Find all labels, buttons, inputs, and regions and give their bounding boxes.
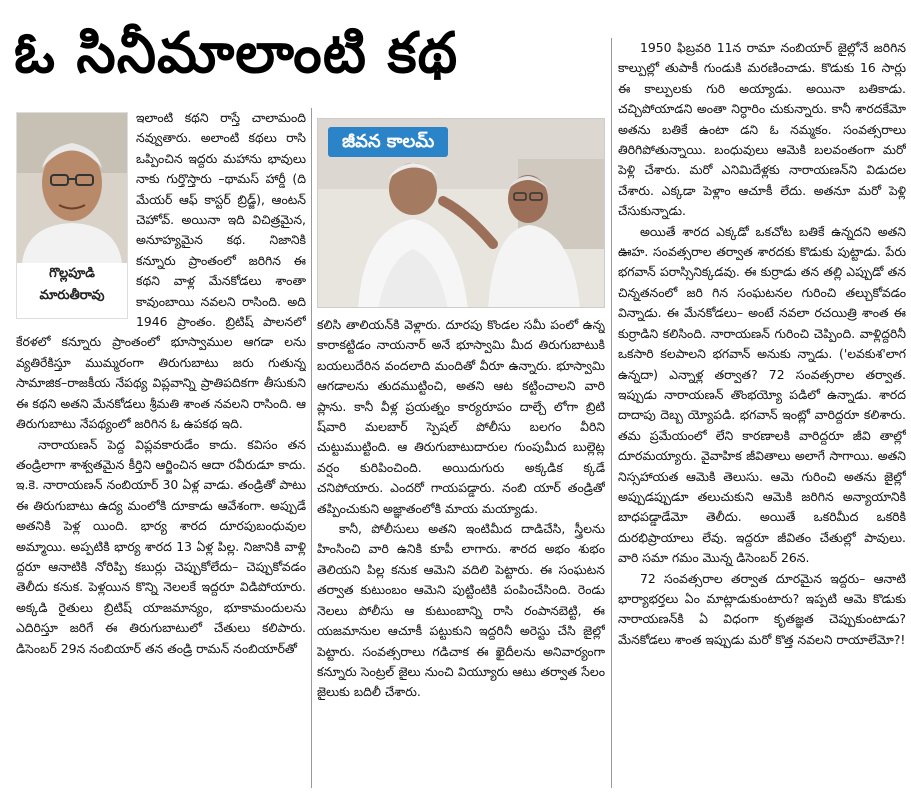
article-column-2 (317, 315, 605, 790)
article-paragraph: 1950 ఫిబ్రవరి 11న రామా నంబియార్ జైల్లోనే జరిగిన కాల్పుల్లో తుపాకీ గుండుకి మరణించాడు. కొడుకు 16 సార్లు ఈ కాల్పులకు గురి అయ్యాడు. అయినా బతికాడు. చచ్చిపోయాడని అంతా నిర్ధారిం చుకున్నారు. కానీ శారదకేమో అతను బతికే ఉంటా డని ఓ నమ్మకం. సంవత్సరాలు తిరిగిపోతున్నాయి. బంధువులు ఆమెకి బలవంతంగా మరో పెళ్లి చేశారు. మరో ఎనిమిదేళ్లకు నారాయణన్‌ని విడుదల చేశారు. ఎక్కడా పెళ్లాం ఆచూకీ లేదు. అతనూ మరో పెళ్లి చేసుకున్నాడు. (618, 40, 906, 219)
article-paragraph: ఇలాంటి కథని రాస్తే చాలామంది నవ్వుతారు. అలాంటి కథలు రాసి ఒప్పించిన ఇద్దరు మహాను భావులు నాకు గుర్తొస్తారు –థామస్ హార్డీ (ది మేయర్ ఆఫ్ కాస్టర్ బ్రిడ్జ్), ఆంటన్ చెహోవ్. అయినా ఇది విచిత్రమైన, అనూహ్యమైన కథ. నిజానికి కన్నూరు ప్రాంతంలో జరిగిన ఈ కథని వాళ్ల మేనకోడలు శాంతా కావుంబాయి నవలని రాసింది. అది 1946 ప్రాంతం. బ్రిటిష్ పాలనలో కేరళలో కన్నూరు ప్రాంతంలో భూస్వాముల ఆగడా లను వ్యతిరేకిస్తూ ముమ్మరంగా తిరుగుబాటు జరు గుతున్న సామాజిక–రాజకీయ నేపథ్య విప్లవాన్ని ప్రాతిపదికగా తీసుకుని ఈ కథని అతని మేనకోడలు శ్రీమతి శాంత నవలని రాసింది. ఆ తిరుగుబాటు నేపథ్యంలో జరిగిన ఓ ఉపకథ ఇది. (16, 110, 306, 432)
author-name-line-2: మారుతీరావు (39, 288, 105, 303)
author-name-line-1: గొల్లపూడి (49, 266, 95, 281)
article-column-3 (618, 38, 906, 790)
column-rule (311, 108, 312, 788)
article-paragraph: కలిసి తాలియన్‌కి వెళ్లారు. దూరపు కొండల సమీ పంలో ఉన్న కారాకట్టిడం నాయనార్ అనే భూస్వామి మీద తిరుగుబాటుకి బయలుదేరిన వందలాది మందితో వీరూ ఉన్నారు. భూస్వామి ఆగడాలను తుదముట్టించి, అతని ఆట కట్టించాలని వారి ప్లాను. కానీ వీళ్ల ప్రయత్నం కార్యరూపం దాల్చే లోగా బ్రిటి ష్‌వారి మలబార్ స్పెషల్ పోలీసు బలగం వీరిని చుట్టుముట్టింది. ఆ తిరుగుబాటుదారుల గుంపుమీద బుల్లెట్ల వర్షం కురిపించింది. అయిదుగురు అక్కడిక క్కడే చనిపోయారు. ఎందరో గాయపడ్డారు. నంబి యార్ తండ్రితో తప్పించుకుని అజ్ఞాతంలోకి మాయ మయ్యాడు. (317, 317, 605, 516)
author-photo (16, 112, 128, 319)
column-rule (611, 38, 612, 788)
headline: ఓ సినీమాలాంటి కథ (14, 21, 459, 86)
author-portrait-image (17, 113, 127, 263)
article-paragraph: 72 సంవత్సరాల తర్వాత దూరమైన ఇద్దరు– ఆనాటి భార్యాభర్తలు ఏం మాట్లాడుకుంటారు? ఇప్పటి ఆమె కొడుకు నారాయణన్‌కి ఏ విధంగా కృతజ్ఞత చెప్పుకుంటాడు? మేనకోడలు శాంత ఇప్పుడు మరో కొత్త నవలని రాయాలేమో?! (618, 570, 906, 647)
column-label: జీవన కాలమ్ (328, 127, 448, 157)
article-paragraph: నారాయణన్ పెద్ద విప్లవకారుడేం కాదు. కవిసం తన తండ్రిలాగా శాశ్వతమైన కీర్తిని ఆర్జించిన ఆదా రవీరుడూ కాదు. ఇ.కె. నారాయణన్ నంబియార్ 30 ఏళ్ల వాడు. తండ్రితో పాటు ఈ తిరుగుబాటు ఉద్య మంలోకి దూకాడు ఆవేశంగా. అప్పుడే అతనికి పెళ్ల యింది. భార్య శారద దూరపుబంధువుల అమ్మాయి. అప్పటికి భార్య శారద 13 ఏళ్ల పిల్ల. నిజానికి వాళ్లి ద్దరూ ఆనాటికి నోరిప్పి కబుర్లు చెప్పుకోలేదు– చెప్పుకోవడం తెలీదు కనుక. పెళ్లయిన కొన్ని నెలలకే ఇద్దరూ విడిపోయారు. అక్కడి రైతులు బ్రిటిష్ యాజమాన్యం, భూకామందులను ఎదిరిస్తూ జరిగే ఈ తిరుగుబాటులో చేతులు కలిపారు. డిసెంబర్ 29న నంబియార్ తన తండ్రి రామన్ నంబియార్‌తో (16, 436, 306, 656)
feature-photo (317, 118, 605, 308)
article-paragraph: అయితే శారద ఎక్కడో ఒకచోట బతికే ఉన్నదని అతని ఊహ. సంవత్సరాల తర్వాత శారదకు కొడుకు పుట్టాడు. పేరు భగవాన్ పరాస్సినిక్కడవు. ఈ కుర్రాడు తన తల్లి ఎప్పుడో తన చిన్నతనంలో జరి గిన సంఘటనల గురించి తల్చుకోవడం విన్నాడు. ఈ మేనకోడలు– అంటే నవలా రచయిత్రి శాంత ఈ కుర్రాడిని కలిసింది. నారాయణన్ గురించి చెప్పింది. వాళ్లిద్దరినీ ఒకసారి కలపాలని భగవాన్ అనుకు న్నాడు. ('లవకుశ'లాగ ఉన్నదా) ఎన్నాళ్ల తర్వాత? 72 సంవత్సరాల తర్వాత. ఇప్పుడు నారాయణన్ తొంభయ్యో పడిలో ఉన్నాడు. శారద దాదాపు దెబ్బ య్యోపడి. భగవాన్ ఇంట్లో వారిద్దరూ కలిశారు. తమ ప్రమేయంలో లేని కారణాలకి వారిద్దరూ జీవి తాల్లో దూరమయ్యారు. వైవాహిక జీవితాలు అలాగే సాగాయి. అతని నిస్సహాయత ఆమెకి తెలుసు. ఆమె గురించి అతను జైల్లో అప్పుడప్పుడూ తలుచుకుని ఆమెకి జరిగిన అన్యాయానికి బాధపడ్డాడేమో తెలీదు. అయితే ఒకరిమీద ఒకరికి దురభిప్రాయాలు లేవు. ఇద్దరూ జీవితం చేతుల్లో పావులు. వారి సమా గమం మొన్న డిసెంబర్ 26న. (618, 223, 906, 566)
article-column-1 (16, 108, 306, 788)
article-paragraph: కానీ, పోలీసులు అతని ఇంటిమీద దాడిచేసి, స్త్రీలను హింసించి వారి ఉనికి కూపీ లాగారు. శారద అభం శుభం తెలియని పిల్ల కనుక ఆమెని వదిలి పెట్టారు. ఈ సంఘటన తర్వాత కుటుంబం ఆమెని పుట్టింటికి పంపించేసింది. రెండు నెలలు పోలీసు ఆ కుటుంబాన్ని రాసి రంపానబెట్టి, ఈ యజమానుల ఆచూకీ పట్టుకుని ఇద్దరినీ అరెస్టు చేసి జైల్లో పెట్టారు. సంవత్సరాలు గడిచాక ఈ ఖైదీలను అనివార్యంగా కన్నూరు సెంట్రల్ జైలు నుంచి వియ్యూరు ఆటు తర్వాత సేలం జైలుకు బదిలీ చేశారు. (317, 521, 605, 700)
